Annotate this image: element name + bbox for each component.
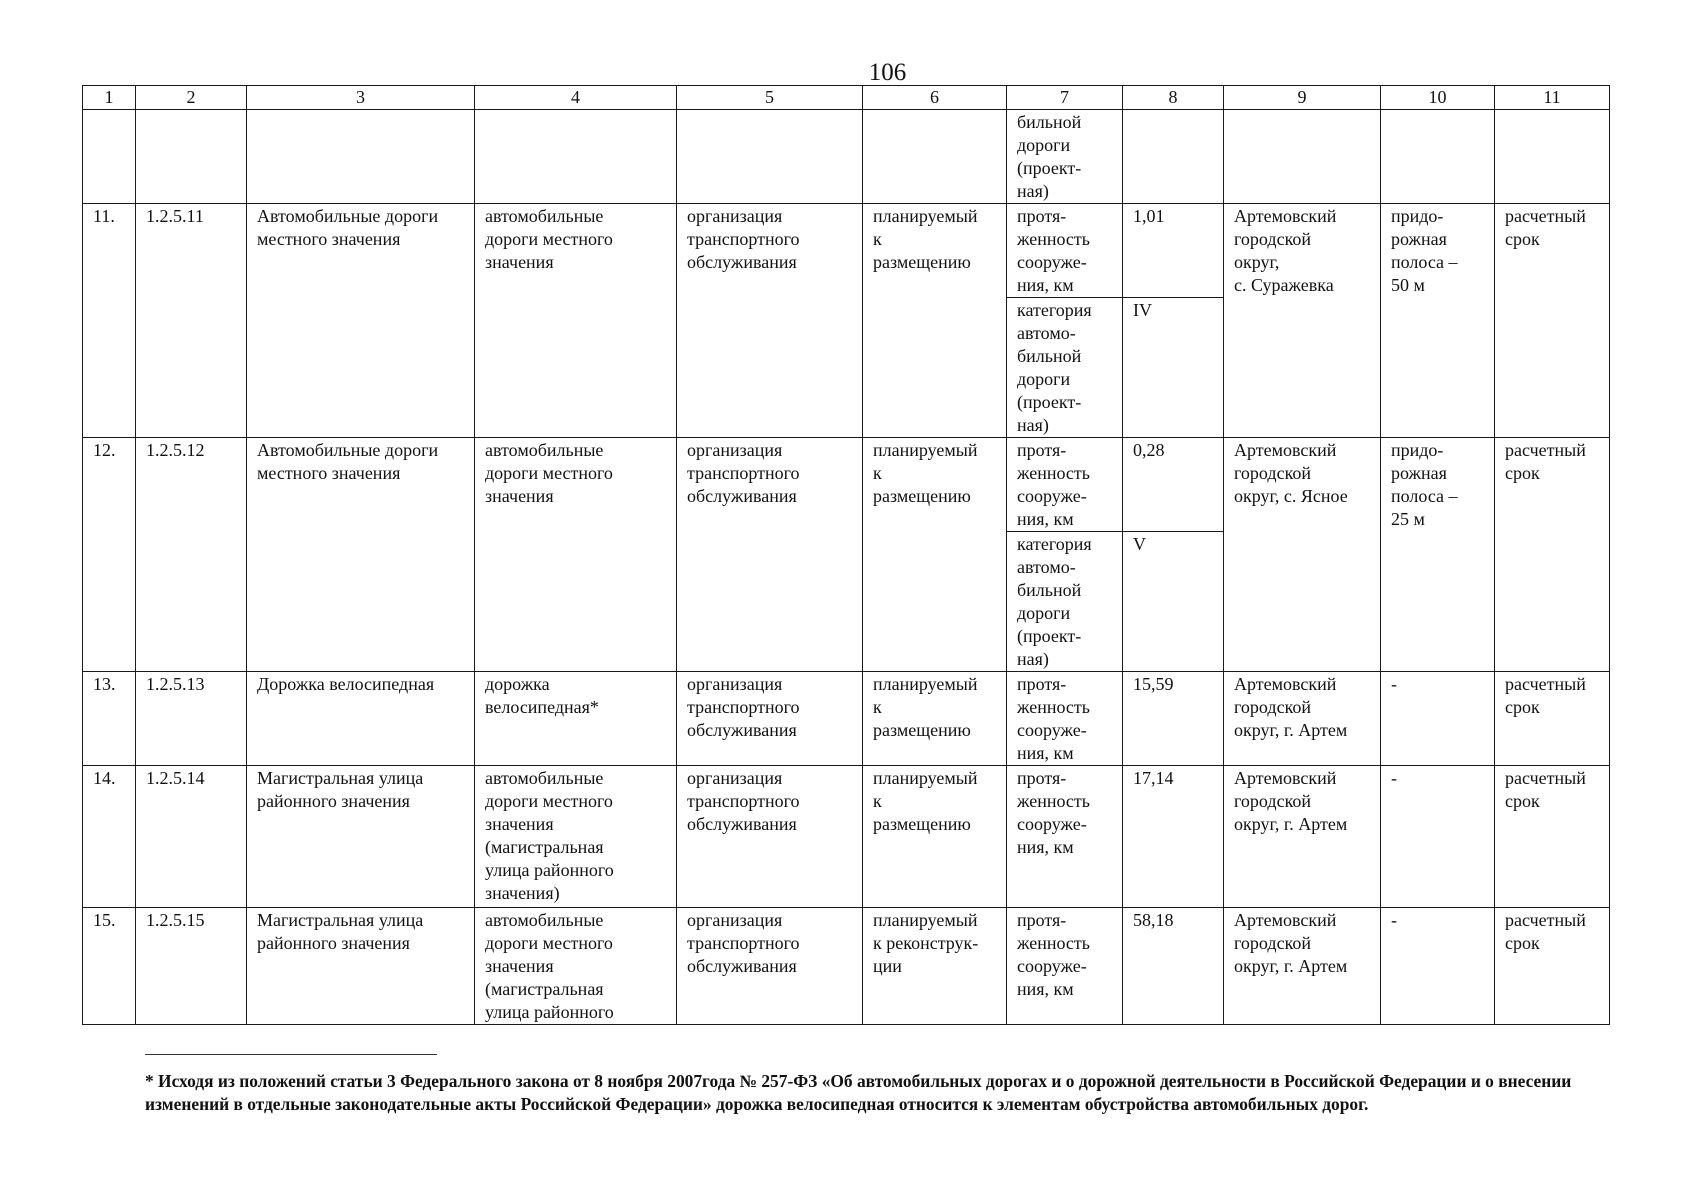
column-number-header: 7 [1007, 86, 1123, 110]
value-length: 58,18 [1123, 908, 1224, 1025]
value-category: IV [1123, 298, 1224, 438]
table-row [83, 438, 1610, 532]
object-zone: придо- рожная полоса – 25 м [1381, 438, 1495, 672]
value-length: 15,59 [1123, 672, 1224, 766]
object-status: планируемый к размещению [863, 766, 1007, 908]
object-status: планируемый к размещению [863, 204, 1007, 438]
column-number-header: 5 [677, 86, 863, 110]
column-number-header: 1 [83, 86, 136, 110]
value-length: 17,14 [1123, 766, 1224, 908]
object-location: Артемовский городской округ, г. Артем [1224, 672, 1381, 766]
object-zone: - [1381, 908, 1495, 1025]
object-zone: - [1381, 766, 1495, 908]
object-code: 1.2.5.15 [136, 908, 247, 1025]
object-name: Дорожка велосипедная [247, 672, 475, 766]
table-row [83, 766, 1610, 908]
object-term: расчетный срок [1495, 672, 1610, 766]
row-number: 11. [83, 204, 136, 438]
object-purpose: организация транспортного обслуживания [677, 766, 863, 908]
parameter-length: протя- женность сооруже- ния, км [1007, 438, 1123, 532]
object-term: расчетный срок [1495, 204, 1610, 438]
footnote: * Исходя из положений статьи 3 Федерального закона от 8 ноября 2007года № 257-ФЗ «Об автомобильных дорогах и о дорожной деятельности в Российской Федерации и о внесении изменений в отдельные законодательные акты Российской Федерации» дорожка велосипедная относится к элементам обустройства автомобильных дорог. [145, 1071, 1572, 1114]
object-code: 1.2.5.12 [136, 438, 247, 672]
column-number-header: 3 [247, 86, 475, 110]
table-row [83, 908, 1610, 1025]
parameter-length: протя- женность сооруже- ния, км [1007, 766, 1123, 908]
object-code: 1.2.5.11 [136, 204, 247, 438]
object-location: Артемовский городской округ, с. Ясное [1224, 438, 1381, 672]
column-number-header: 10 [1381, 86, 1495, 110]
object-purpose: организация транспортного обслуживания [677, 908, 863, 1025]
object-purpose: организация транспортного обслуживания [677, 672, 863, 766]
object-name: Автомобильные дороги местного значения [247, 204, 475, 438]
value-length: 0,28 [1123, 438, 1224, 532]
column-number-header: 8 [1123, 86, 1224, 110]
row-number: 14. [83, 766, 136, 908]
value-category: V [1123, 532, 1224, 672]
object-purpose: организация транспортного обслуживания [677, 204, 863, 438]
object-name: Магистральная улица районного значения [247, 766, 475, 908]
column-number-header: 6 [863, 86, 1007, 110]
column-number-header: 4 [475, 86, 677, 110]
object-type: автомобильные дороги местного значения [475, 204, 677, 438]
continuation-row [83, 110, 1610, 204]
continuation-parameter: бильной дороги (проект- ная) [1007, 110, 1123, 204]
parameter-length: протя- женность сооруже- ния, км [1007, 204, 1123, 298]
parameter-category: категория автомо- бильной дороги (проект- ная) [1007, 298, 1123, 438]
column-number-header: 11 [1495, 86, 1610, 110]
object-type: дорожка велосипедная* [475, 672, 677, 766]
object-type: автомобильные дороги местного значения [475, 438, 677, 672]
object-status: планируемый к размещению [863, 672, 1007, 766]
row-number: 15. [83, 908, 136, 1025]
footnote-separator [145, 1054, 437, 1055]
object-location: Артемовский городской округ, г. Артем [1224, 908, 1381, 1025]
object-location: Артемовский городской округ, г. Артем [1224, 766, 1381, 908]
object-status: планируемый к размещению [863, 438, 1007, 672]
parameter-length: протя- женность сооруже- ния, км [1007, 672, 1123, 766]
object-code: 1.2.5.13 [136, 672, 247, 766]
page-number: 106 [868, 59, 907, 86]
object-term: расчетный срок [1495, 766, 1610, 908]
object-code: 1.2.5.14 [136, 766, 247, 908]
object-name: Автомобильные дороги местного значения [247, 438, 475, 672]
object-location: Артемовский городской округ, с. Суражевка [1224, 204, 1381, 438]
parameter-category: категория автомо- бильной дороги (проект- ная) [1007, 532, 1123, 672]
parameter-length: протя- женность сооруже- ния, км [1007, 908, 1123, 1025]
object-zone: придо- рожная полоса – 50 м [1381, 204, 1495, 438]
object-term: расчетный срок [1495, 438, 1610, 672]
value-length: 1,01 [1123, 204, 1224, 298]
column-number-header: 2 [136, 86, 247, 110]
table-header-row [83, 86, 1610, 110]
object-type: автомобильные дороги местного значения (магистральная улица районного [475, 908, 677, 1025]
row-number: 13. [83, 672, 136, 766]
object-name: Магистральная улица районного значения [247, 908, 475, 1025]
object-type: автомобильные дороги местного значения (магистральная улица районного значения) [475, 766, 677, 908]
object-purpose: организация транспортного обслуживания [677, 438, 863, 672]
table-row [83, 672, 1610, 766]
row-number: 12. [83, 438, 136, 672]
object-status: планируемый к реконструк- ции [863, 908, 1007, 1025]
column-number-header: 9 [1224, 86, 1381, 110]
object-term: расчетный срок [1495, 908, 1610, 1025]
object-zone: - [1381, 672, 1495, 766]
objects-table [82, 85, 1610, 1025]
table-row [83, 204, 1610, 298]
